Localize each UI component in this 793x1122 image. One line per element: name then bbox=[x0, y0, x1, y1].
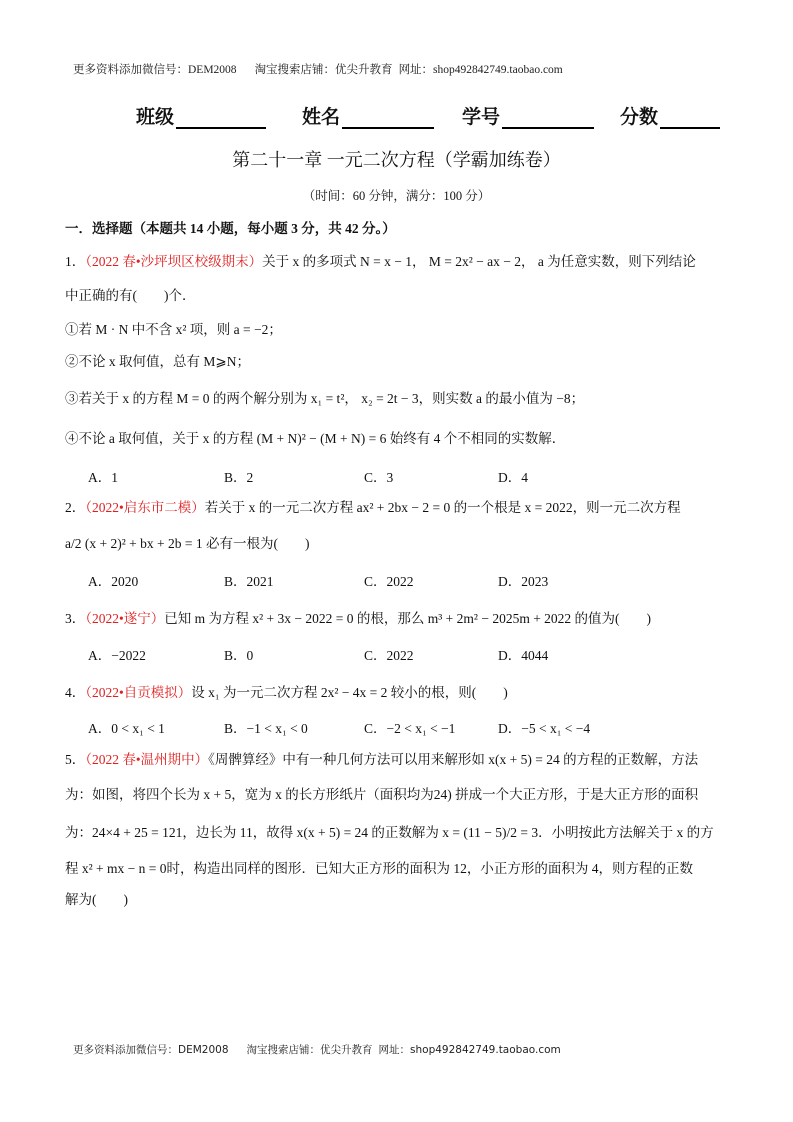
option-d[interactable]: D．−5 < x₁ < −4 bbox=[498, 721, 591, 736]
page-subtitle: （时间：60 分钟，满分：100 分） bbox=[302, 189, 491, 203]
page-footer bbox=[73, 1042, 561, 1057]
question-stem: 若关于 x 的一元二次方程 ax² + 2bx − 2 = 0 的一个根是 x = 2022，则一元二次方程 bbox=[204, 500, 681, 515]
field-blank[interactable] bbox=[176, 105, 266, 129]
option-c[interactable]: C．2022 bbox=[364, 574, 414, 589]
question-number: 3． bbox=[65, 611, 86, 626]
option-c[interactable]: C．3 bbox=[364, 470, 394, 485]
question-2 bbox=[65, 496, 681, 516]
question-stem: 设 x₁ 为一元二次方程 2x² − 4x = 2 较小的根，则( ) bbox=[191, 685, 508, 700]
question-source: （2022•遂宁） bbox=[85, 611, 165, 626]
option-b[interactable]: B．2 bbox=[224, 470, 254, 485]
field-blank[interactable] bbox=[502, 105, 594, 129]
section-heading: 一．选择题（本题共 14 小题，每小题 3 分，共 42 分。） bbox=[65, 221, 396, 236]
question-number: 4． bbox=[65, 685, 86, 700]
question-5-line-5: 解为( ) bbox=[65, 892, 128, 907]
question-number: 1． bbox=[65, 254, 86, 269]
q1-statement-4: ④不论 a 取何值，关于 x 的方程 (M + N)² − (M + N) = 6 始终有 4 个不相同的实数解． bbox=[65, 431, 566, 446]
question-source: （2022 春•沙坪坝区校级期末） bbox=[85, 254, 263, 269]
question-number: 5． bbox=[65, 752, 86, 767]
option-b[interactable]: B．−1 < x₁ < 0 bbox=[224, 721, 308, 736]
field-score[interactable] bbox=[620, 102, 720, 129]
question-source: （2022•自贡模拟） bbox=[85, 685, 192, 700]
option-d[interactable]: D．4 bbox=[498, 470, 528, 485]
question-source: （2022 春•温州期中） bbox=[85, 752, 209, 767]
option-a[interactable]: A．0 < x₁ < 1 bbox=[88, 721, 165, 736]
option-d[interactable]: D．4044 bbox=[498, 648, 549, 663]
header-wechat: 更多资料添加微信号：DEM2008 bbox=[73, 64, 237, 76]
option-a[interactable]: A．2020 bbox=[88, 574, 139, 589]
option-c[interactable]: C．2022 bbox=[364, 648, 414, 663]
option-a[interactable]: A．−2022 bbox=[88, 648, 146, 663]
header-shop: 淘宝搜索店铺：优尖升教育 bbox=[254, 64, 393, 76]
q1-statement-2: ②不论 x 取何值，总有 M⩾N； bbox=[65, 354, 250, 369]
question-stem: 已知 m 为方程 x² + 3x − 2022 = 0 的根，那么 m³ + 2m² − 2025m + 2022 的值为( ) bbox=[164, 611, 652, 626]
option-d[interactable]: D．2023 bbox=[498, 574, 549, 589]
field-label: 姓名 bbox=[302, 106, 341, 128]
question-1 bbox=[65, 250, 696, 270]
option-a[interactable]: A．1 bbox=[88, 470, 118, 485]
question-number: 2． bbox=[65, 500, 86, 515]
option-b[interactable]: B．0 bbox=[224, 648, 254, 663]
field-class[interactable] bbox=[136, 102, 266, 129]
header-url: 网址：shop492842749.taobao.com bbox=[398, 64, 563, 76]
student-info-fields bbox=[0, 102, 793, 132]
q1-statement-1: ①若 M · N 中不含 x² 项，则 a = −2； bbox=[65, 322, 282, 337]
footer-shop: 淘宝搜索店铺：优尖升教育 bbox=[246, 1044, 373, 1056]
field-student-id[interactable] bbox=[462, 102, 594, 129]
question-1-stem-cont: 中正确的有( )个． bbox=[65, 288, 196, 303]
field-name[interactable] bbox=[302, 102, 434, 129]
field-blank[interactable] bbox=[660, 105, 720, 129]
question-5 bbox=[65, 748, 698, 768]
question-4 bbox=[65, 681, 508, 701]
footer-url: 网址：shop492842749.taobao.com bbox=[378, 1044, 561, 1056]
option-c[interactable]: C．−2 < x₁ < −1 bbox=[364, 721, 456, 736]
question-5-line-4: 程 x² + mx − n = 0时，构造出同样的图形．已知大正方形的面积为 12，小正方形的面积为 4，则方程的正数 bbox=[65, 861, 694, 876]
footer-wechat: 更多资料添加微信号：DEM2008 bbox=[73, 1044, 229, 1056]
field-label: 学号 bbox=[462, 106, 501, 128]
field-blank[interactable] bbox=[342, 105, 434, 129]
field-label: 分数 bbox=[620, 106, 659, 128]
question-5-line-3: 为：24×4 + 25 = 121，边长为 11，故得 x(x + 5) = 24 的正数解为 x = (11 − 5)/2 = 3．小明按此方法解关于 x 的方 bbox=[65, 825, 714, 840]
page-title: 第二十一章 一元二次方程（学霸加练卷） bbox=[232, 150, 561, 170]
question-stem: 《周髀算经》中有一种几何方法可以用来解形如 x(x + 5) = 24 的方程的正数解，方法 bbox=[208, 752, 699, 767]
question-stem: 关于 x 的多项式 N = x − 1， M = 2x² − ax − 2， a 为任意实数，则下列结论 bbox=[262, 254, 696, 269]
option-b[interactable]: B．2021 bbox=[224, 574, 274, 589]
question-3 bbox=[65, 607, 651, 627]
question-2-stem-cont: a/2 (x + 2)² + bx + 2b = 1 必有一根为( ) bbox=[65, 536, 310, 551]
q1-statement-3: ③若关于 x 的方程 M = 0 的两个解分别为 x₁ = t²， x₂ = 2t − 3，则实数 a 的最小值为 −8； bbox=[65, 391, 585, 406]
page-header bbox=[73, 61, 563, 77]
question-source: （2022•启东市二模） bbox=[85, 500, 205, 515]
field-label: 班级 bbox=[136, 106, 175, 128]
question-5-line-2: 为：如图，将四个长为 x + 5，宽为 x 的长方形纸片（面积均为24) 拼成一个大正方形，于是大正方形的面积 bbox=[65, 787, 699, 802]
